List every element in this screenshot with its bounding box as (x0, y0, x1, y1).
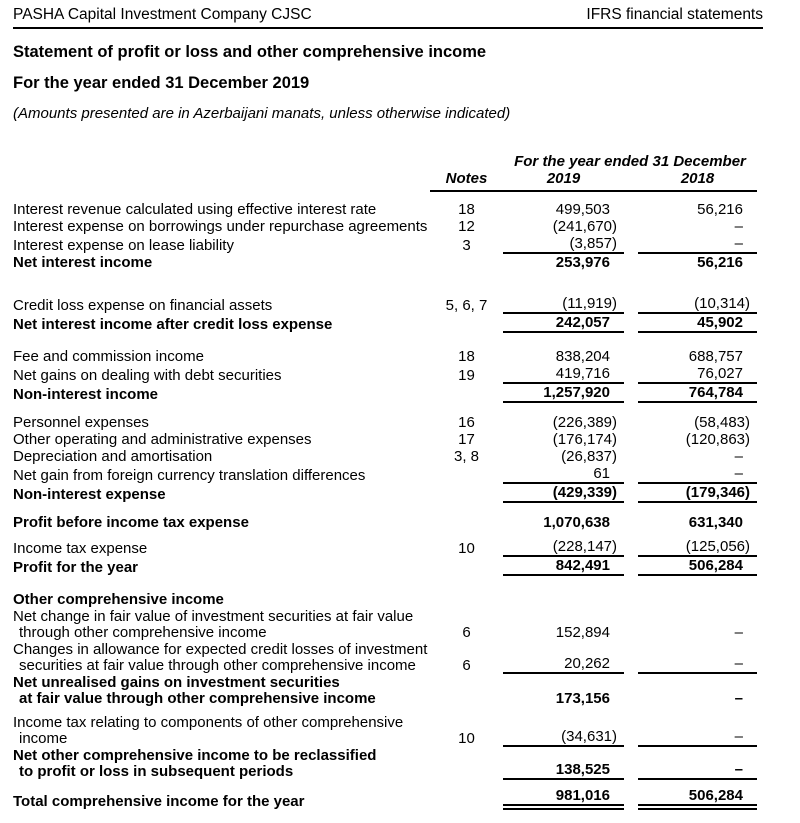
table-row (13, 349, 757, 366)
row-label (13, 675, 430, 707)
row-label-line: Net change in fair value of investment securities at fair value (13, 608, 414, 625)
row-notes: 18 (458, 201, 475, 218)
row-notes: 10 (458, 730, 475, 747)
table-row (13, 202, 757, 219)
row-label-line: Interest expense on lease liability (13, 237, 234, 254)
table-row (13, 539, 757, 558)
value-2018: – (638, 762, 757, 780)
period-header: For the year ended 31 December (514, 153, 746, 170)
statement-period: For the year ended 31 December 2019 (13, 74, 310, 92)
row-notes: 10 (458, 540, 475, 557)
value-2019: 173,156 (555, 690, 610, 707)
row-label (13, 449, 430, 465)
row-label-line: Interest expense on borrowings under repurchase agreements (13, 218, 428, 235)
table-row (13, 315, 757, 334)
row-label (13, 387, 430, 403)
table-row (13, 748, 757, 781)
value-2019: 152,894 (555, 624, 610, 641)
value-2019: 1,257,920 (503, 385, 624, 403)
column-headers (430, 170, 757, 187)
section-heading-row (13, 592, 757, 609)
value-2018: 506,284 (638, 558, 757, 576)
value-2019: (3,857) (503, 236, 624, 254)
row-label (13, 715, 430, 747)
row-label-line: Income tax relating to components of other comprehensive (13, 714, 404, 731)
row-label (13, 560, 430, 576)
table-row (13, 466, 757, 485)
value-2019: 499,503 (555, 201, 610, 218)
row-label (13, 349, 430, 365)
table-row (13, 366, 757, 385)
row-label (13, 219, 430, 235)
value-2019: 842,491 (503, 558, 624, 576)
row-notes: 19 (458, 367, 475, 384)
row-label (13, 794, 430, 810)
table-row (13, 515, 757, 532)
row-label-line: Profit before income tax expense (13, 514, 249, 531)
value-2018: – (638, 656, 757, 674)
row-label-line: securities at fair value through other comprehensive income (19, 657, 416, 674)
value-2018: 764,784 (638, 385, 757, 403)
column-spacer (624, 170, 638, 187)
value-2018: – (638, 236, 757, 254)
value-2018: – (734, 218, 743, 235)
company-name: PASHA Capital Investment Company CJSC (13, 6, 312, 23)
row-label-line: through other comprehensive income (19, 624, 267, 641)
row-label-line: Profit for the year (13, 559, 139, 576)
row-spacer (13, 272, 757, 296)
table-row (13, 385, 757, 404)
value-2019: 61 (503, 466, 624, 484)
value-2018: 688,757 (688, 348, 743, 365)
value-2018: 506,284 (638, 788, 757, 810)
row-label (13, 298, 430, 314)
table-row (13, 432, 757, 449)
row-label-line: Net unrealised gains on investment securities (13, 674, 340, 691)
value-2018: 76,027 (638, 366, 757, 384)
value-2019: 419,716 (503, 366, 624, 384)
row-label (13, 515, 430, 531)
row-label-line: Income tax expense (13, 540, 148, 557)
row-label (13, 642, 430, 674)
row-spacer (13, 334, 757, 349)
value-2018: (10,314) (638, 296, 757, 314)
row-notes: 16 (458, 414, 475, 431)
table-row (13, 296, 757, 315)
year-2019-column-header: 2019 (546, 170, 581, 187)
value-2018: 45,902 (638, 315, 757, 333)
row-label-line: Changes in allowance for expected credit losses of investment (13, 641, 428, 658)
row-label (13, 468, 430, 484)
value-2019: 253,976 (555, 254, 610, 271)
value-2019: 981,016 (503, 788, 624, 810)
value-2018: – (734, 448, 743, 465)
table-row (13, 558, 757, 577)
value-2019: (11,919) (503, 296, 624, 314)
row-notes: 6 (462, 657, 471, 674)
row-label (13, 202, 430, 218)
row-label-line: Credit loss expense on financial assets (13, 297, 273, 314)
table-row (13, 675, 757, 708)
value-2019: 20,262 (503, 656, 624, 674)
row-notes: 6 (462, 624, 471, 641)
row-label-line: Interest revenue calculated using effective interest rate (13, 201, 377, 218)
profit-loss-table (13, 153, 757, 811)
row-notes: 5, 6, 7 (445, 297, 488, 314)
header-label-spacer (13, 153, 430, 192)
row-label-line: income (19, 730, 68, 747)
row-label (13, 317, 430, 333)
table-row (13, 219, 757, 236)
header-columns-group (430, 153, 757, 192)
value-2018: (125,056) (638, 539, 757, 557)
row-label-line: Net other comprehensive income to be reclassified (13, 747, 377, 764)
row-label (13, 368, 430, 384)
value-2018: 56,216 (697, 201, 743, 218)
table-row (13, 449, 757, 466)
value-2019: 838,204 (555, 348, 610, 365)
row-label-line: Fee and commission income (13, 348, 204, 365)
row-label-line: at fair value through other comprehensive income (19, 690, 376, 707)
row-label (13, 609, 430, 641)
row-label-line: Other comprehensive income (13, 591, 224, 608)
value-2018: (179,346) (638, 485, 757, 503)
value-2019: (226,389) (552, 414, 617, 431)
row-notes: 12 (458, 218, 475, 235)
value-2018: – (734, 624, 743, 641)
row-spacer (13, 532, 757, 539)
row-label-line: Other operating and administrative expenses (13, 431, 312, 448)
currency-note: (Amounts presented are in Azerbaijani manats, unless otherwise indicated) (13, 105, 511, 122)
row-notes: 18 (458, 348, 475, 365)
row-label-line: Net interest income after credit loss expense (13, 316, 333, 333)
row-label (13, 541, 430, 557)
table-row (13, 788, 757, 811)
table-row (13, 715, 757, 748)
table-body (13, 202, 757, 811)
statement-title: Statement of profit or loss and other comprehensive income (13, 43, 487, 61)
table-header (13, 153, 757, 192)
row-spacer (13, 781, 757, 788)
value-2019: (241,670) (552, 218, 617, 235)
row-label-line: to profit or loss in subsequent periods (19, 763, 294, 780)
value-2019: 242,057 (503, 315, 624, 333)
row-notes: 3, 8 (453, 448, 480, 465)
report-type-label: IFRS financial statements (586, 6, 763, 23)
row-label (13, 432, 430, 448)
value-2018: (120,863) (685, 431, 750, 448)
value-2018: – (638, 466, 757, 484)
value-2019: (34,631) (503, 729, 624, 747)
table-row (13, 236, 757, 255)
value-2018: – (734, 690, 743, 707)
row-label (13, 415, 430, 431)
row-label (13, 255, 430, 271)
row-label-line: Depreciation and amortisation (13, 448, 213, 465)
value-2018: 56,216 (697, 254, 743, 271)
row-label-line: Personnel expenses (13, 414, 149, 431)
row-label (13, 238, 430, 254)
table-row (13, 255, 757, 272)
table-row (13, 609, 757, 642)
row-spacer (13, 577, 757, 592)
value-2019: (176,174) (552, 431, 617, 448)
row-label-line: Net gain from foreign currency translation differences (13, 467, 366, 484)
row-label-line: Non-interest income (13, 386, 159, 403)
value-2019: (26,837) (561, 448, 617, 465)
row-label-line: Total comprehensive income for the year (13, 793, 305, 810)
table-row (13, 485, 757, 504)
row-notes: 3 (462, 237, 471, 254)
row-label-line: Net gains on dealing with debt securities (13, 367, 282, 384)
value-2018: 631,340 (688, 514, 743, 531)
value-2018: (58,483) (694, 414, 750, 431)
table-row (13, 415, 757, 432)
running-header (13, 6, 763, 29)
table-row (13, 642, 757, 675)
value-2019: 138,525 (503, 762, 624, 780)
value-2018: – (638, 729, 757, 747)
row-label-line: Net interest income (13, 254, 153, 271)
year-2018-column-header: 2018 (680, 170, 715, 187)
value-2019: (429,339) (503, 485, 624, 503)
row-label (13, 487, 430, 503)
row-notes: 17 (458, 431, 475, 448)
row-label (13, 748, 430, 780)
notes-column-header: Notes (445, 170, 488, 187)
row-label-line: Non-interest expense (13, 486, 166, 503)
row-label (13, 592, 430, 608)
value-2019: (228,147) (503, 539, 624, 557)
value-2019: 1,070,638 (543, 514, 610, 531)
